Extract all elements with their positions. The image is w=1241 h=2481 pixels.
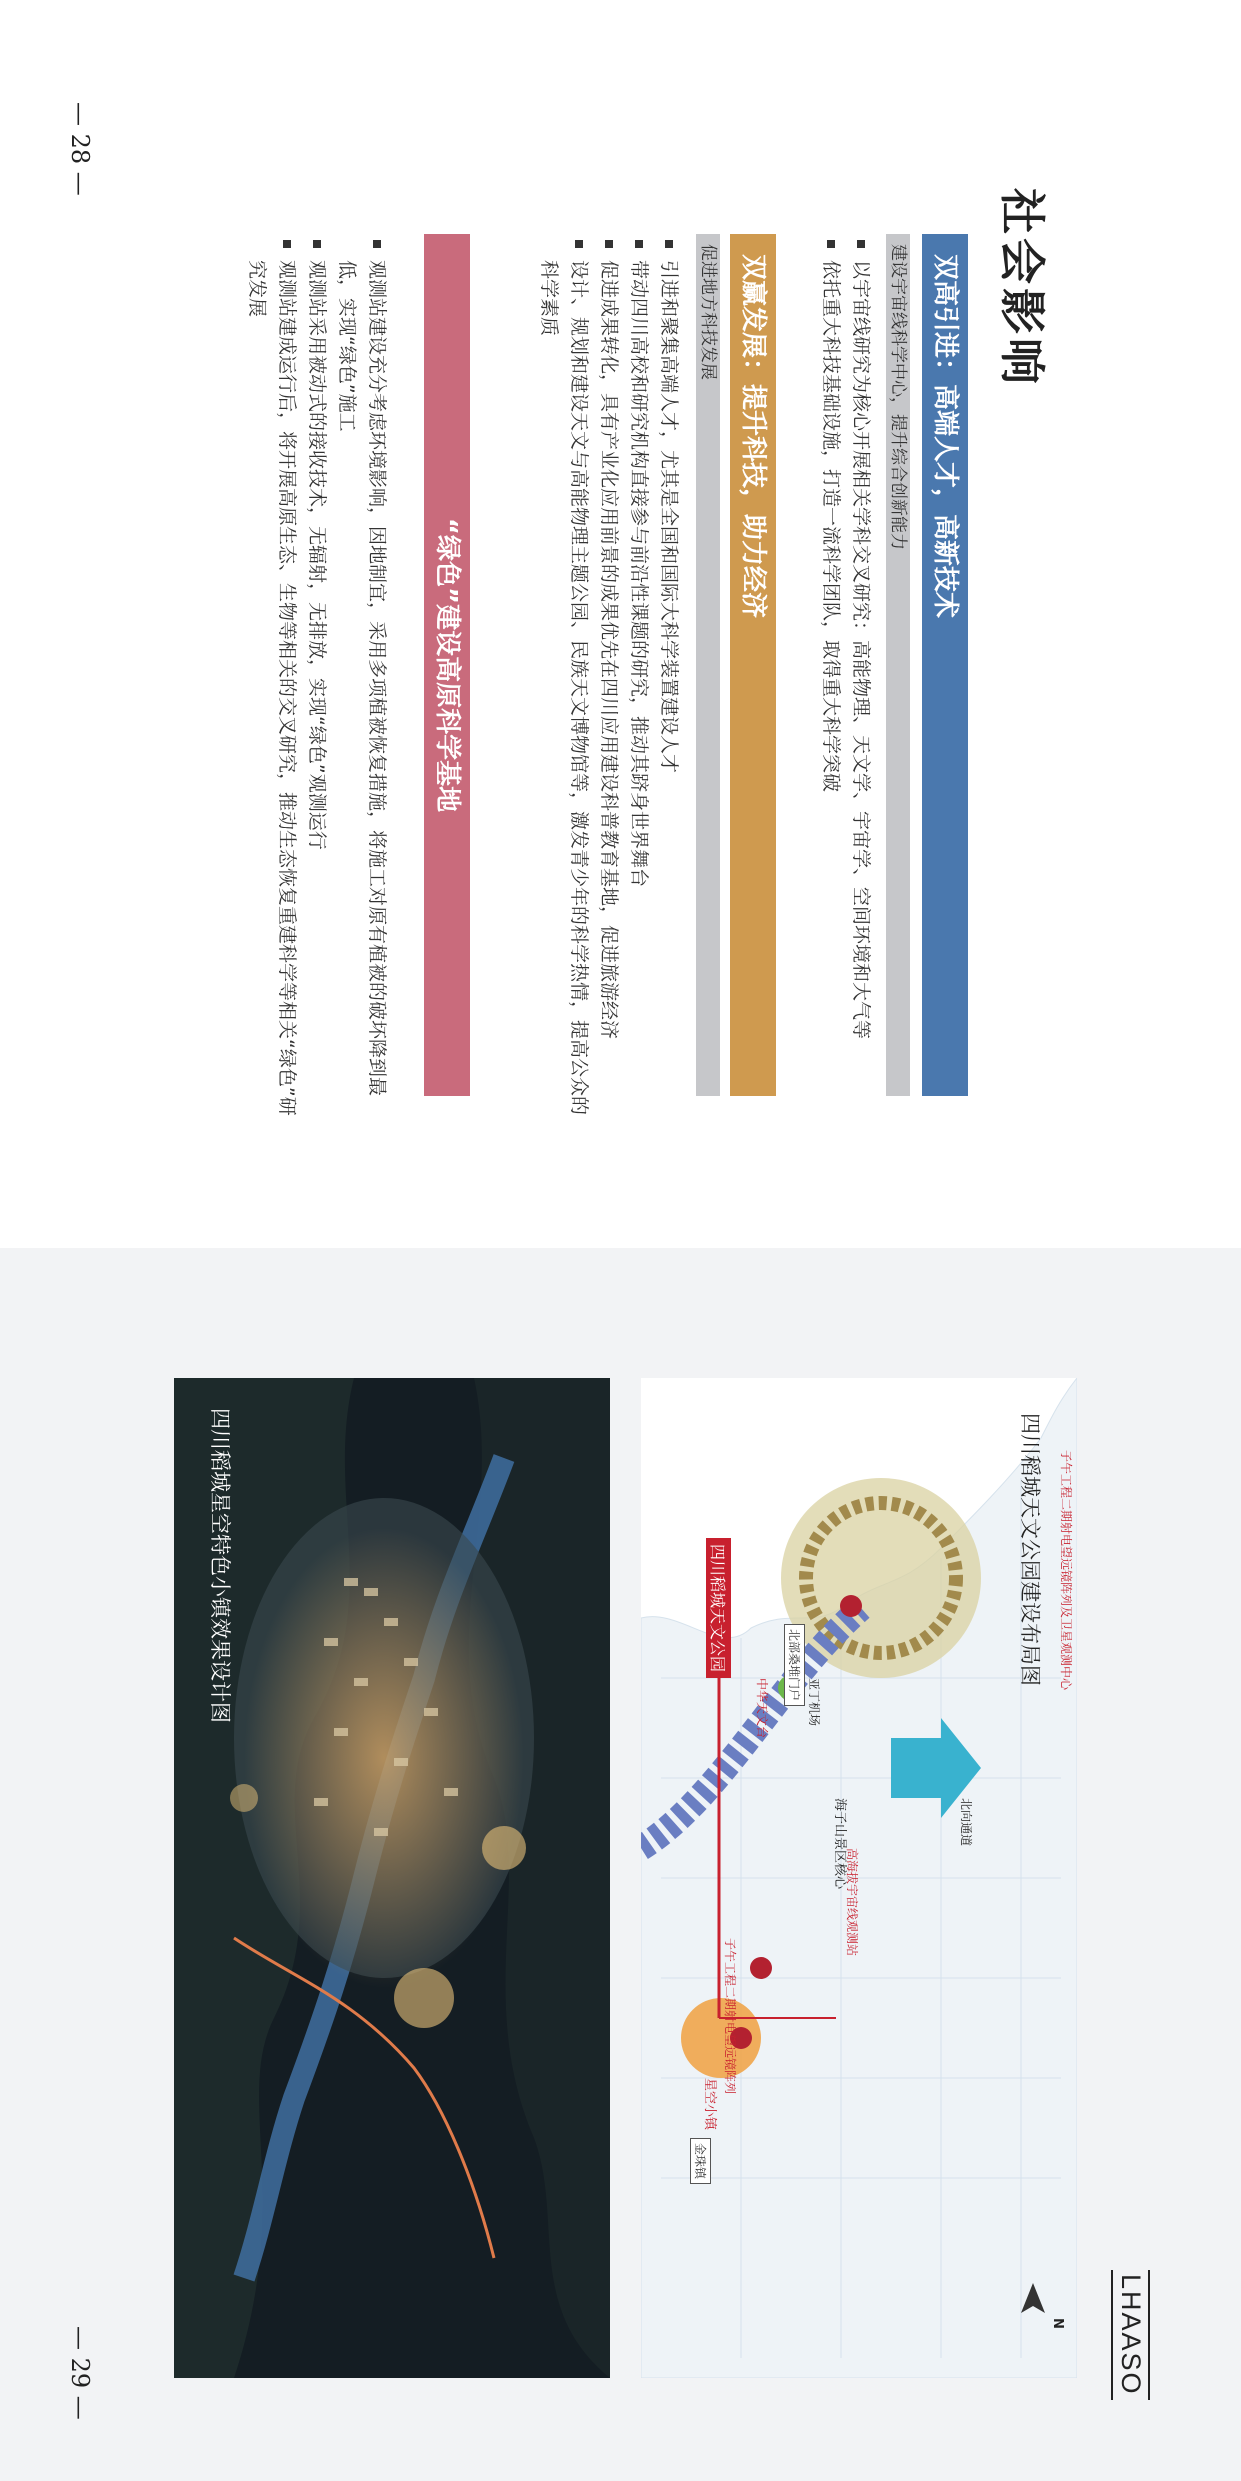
list-item: 促进成果转化，具有产业化应用前景的成果优先在四川应用建设科普教育基地，促进旅游经济 bbox=[594, 238, 624, 1118]
section-bullets-economy bbox=[534, 238, 684, 1118]
page-number-29: — 29 — bbox=[66, 2326, 94, 2420]
map-label-radio-array: 子午工程二期射电望远镜阵列 bbox=[723, 1938, 737, 2095]
list-item: 设计、规划和建设天文与高能物理主题公园、民族天文博物馆等，激发青少年的科学热情，提高公众的科学素质 bbox=[534, 238, 594, 1118]
map-label-north-road: 北向通道 bbox=[959, 1798, 973, 1847]
list-item: 观测站建设充分考虑环境影响，因地制宜，采用多项植被恢复措施，将施工对原有植被的破坏降到最低，实现“绿色”施工 bbox=[332, 238, 392, 1118]
section-heading-economy: 双赢发展：提升科技，助力经济 bbox=[730, 234, 776, 1096]
map-label-legend-title: 四川稻城天文公园 bbox=[706, 1538, 731, 1678]
map-label-north-gate: 北部桑堆门户 bbox=[784, 1624, 805, 1706]
map-label-haizi-mountain: 海子山景区核心 bbox=[832, 1798, 847, 1890]
list-item: 引进和聚集高端人才，尤其是全国和国际大科学装置建设人才 bbox=[654, 238, 684, 1118]
map-label-legend-note: 子午工程二期射电望远镜阵列及卫星观测中心 bbox=[1059, 1450, 1073, 1691]
lhaaso-logo: LHAASO bbox=[1111, 2270, 1150, 2400]
list-item: 带动四川高校和研究机构直接参与前沿性课题的研究，推动其跻身世界舞台 bbox=[624, 238, 654, 1118]
north-icon: N bbox=[1050, 2318, 1065, 2329]
page-title: 社会影响 bbox=[995, 188, 1049, 388]
star-town-rendering bbox=[174, 1378, 610, 2378]
map-label-observatory: 中华天文台 bbox=[755, 1678, 769, 1739]
section-subheading-economy: 促进地方科技发展 bbox=[696, 234, 720, 1096]
section-bullets-green bbox=[242, 238, 392, 1118]
photo-caption: 四川稻城星空特色小镇效果设计图 bbox=[208, 1408, 232, 1723]
layout-map-card bbox=[641, 1378, 1077, 2378]
section-heading-talent: 双高引进：高端人才，高新技术 bbox=[922, 234, 968, 1096]
map-label-lhaaso-site: 高海拔宇宙线观测站 bbox=[845, 1848, 859, 1957]
list-item: 依托重大科技基础设施，打造一流科学团队，取得重大科学突破 bbox=[816, 238, 846, 1118]
section-subheading-talent: 建设宇宙线科学中心，提升综合创新能力 bbox=[886, 234, 910, 1096]
list-item: 观测站采用被动式的接收技术，无辐射，无排放，实现“绿色”观测运行 bbox=[302, 238, 332, 1118]
map-caption: 四川稻城天文公园建设布局图 bbox=[1018, 1413, 1042, 1686]
page-number-28: — 28 — bbox=[66, 102, 94, 196]
section-bullets-talent bbox=[816, 238, 876, 1118]
map-label-jinzhu: 金珠镇 bbox=[690, 2138, 711, 2184]
map-label-airport: 亚丁机场 bbox=[807, 1678, 821, 1727]
list-item: 观测站建成运行后，将开展高原生态、生物等相关的交叉研究，推动生态恢复重建科学等相关“绿色”研究发展 bbox=[242, 238, 302, 1118]
star-town-photo bbox=[174, 1378, 610, 2378]
section-heading-green: “绿色”建设高原科学基地 bbox=[424, 234, 470, 1096]
list-item: 以宇宙线研究为核心开展相关学科交叉研究：高能物理、天文学、宇宙学、空间环境和大气等 bbox=[846, 238, 876, 1118]
map-label-star-town: 星空小镇 bbox=[702, 2078, 717, 2131]
page-29 bbox=[0, 1248, 1241, 2481]
